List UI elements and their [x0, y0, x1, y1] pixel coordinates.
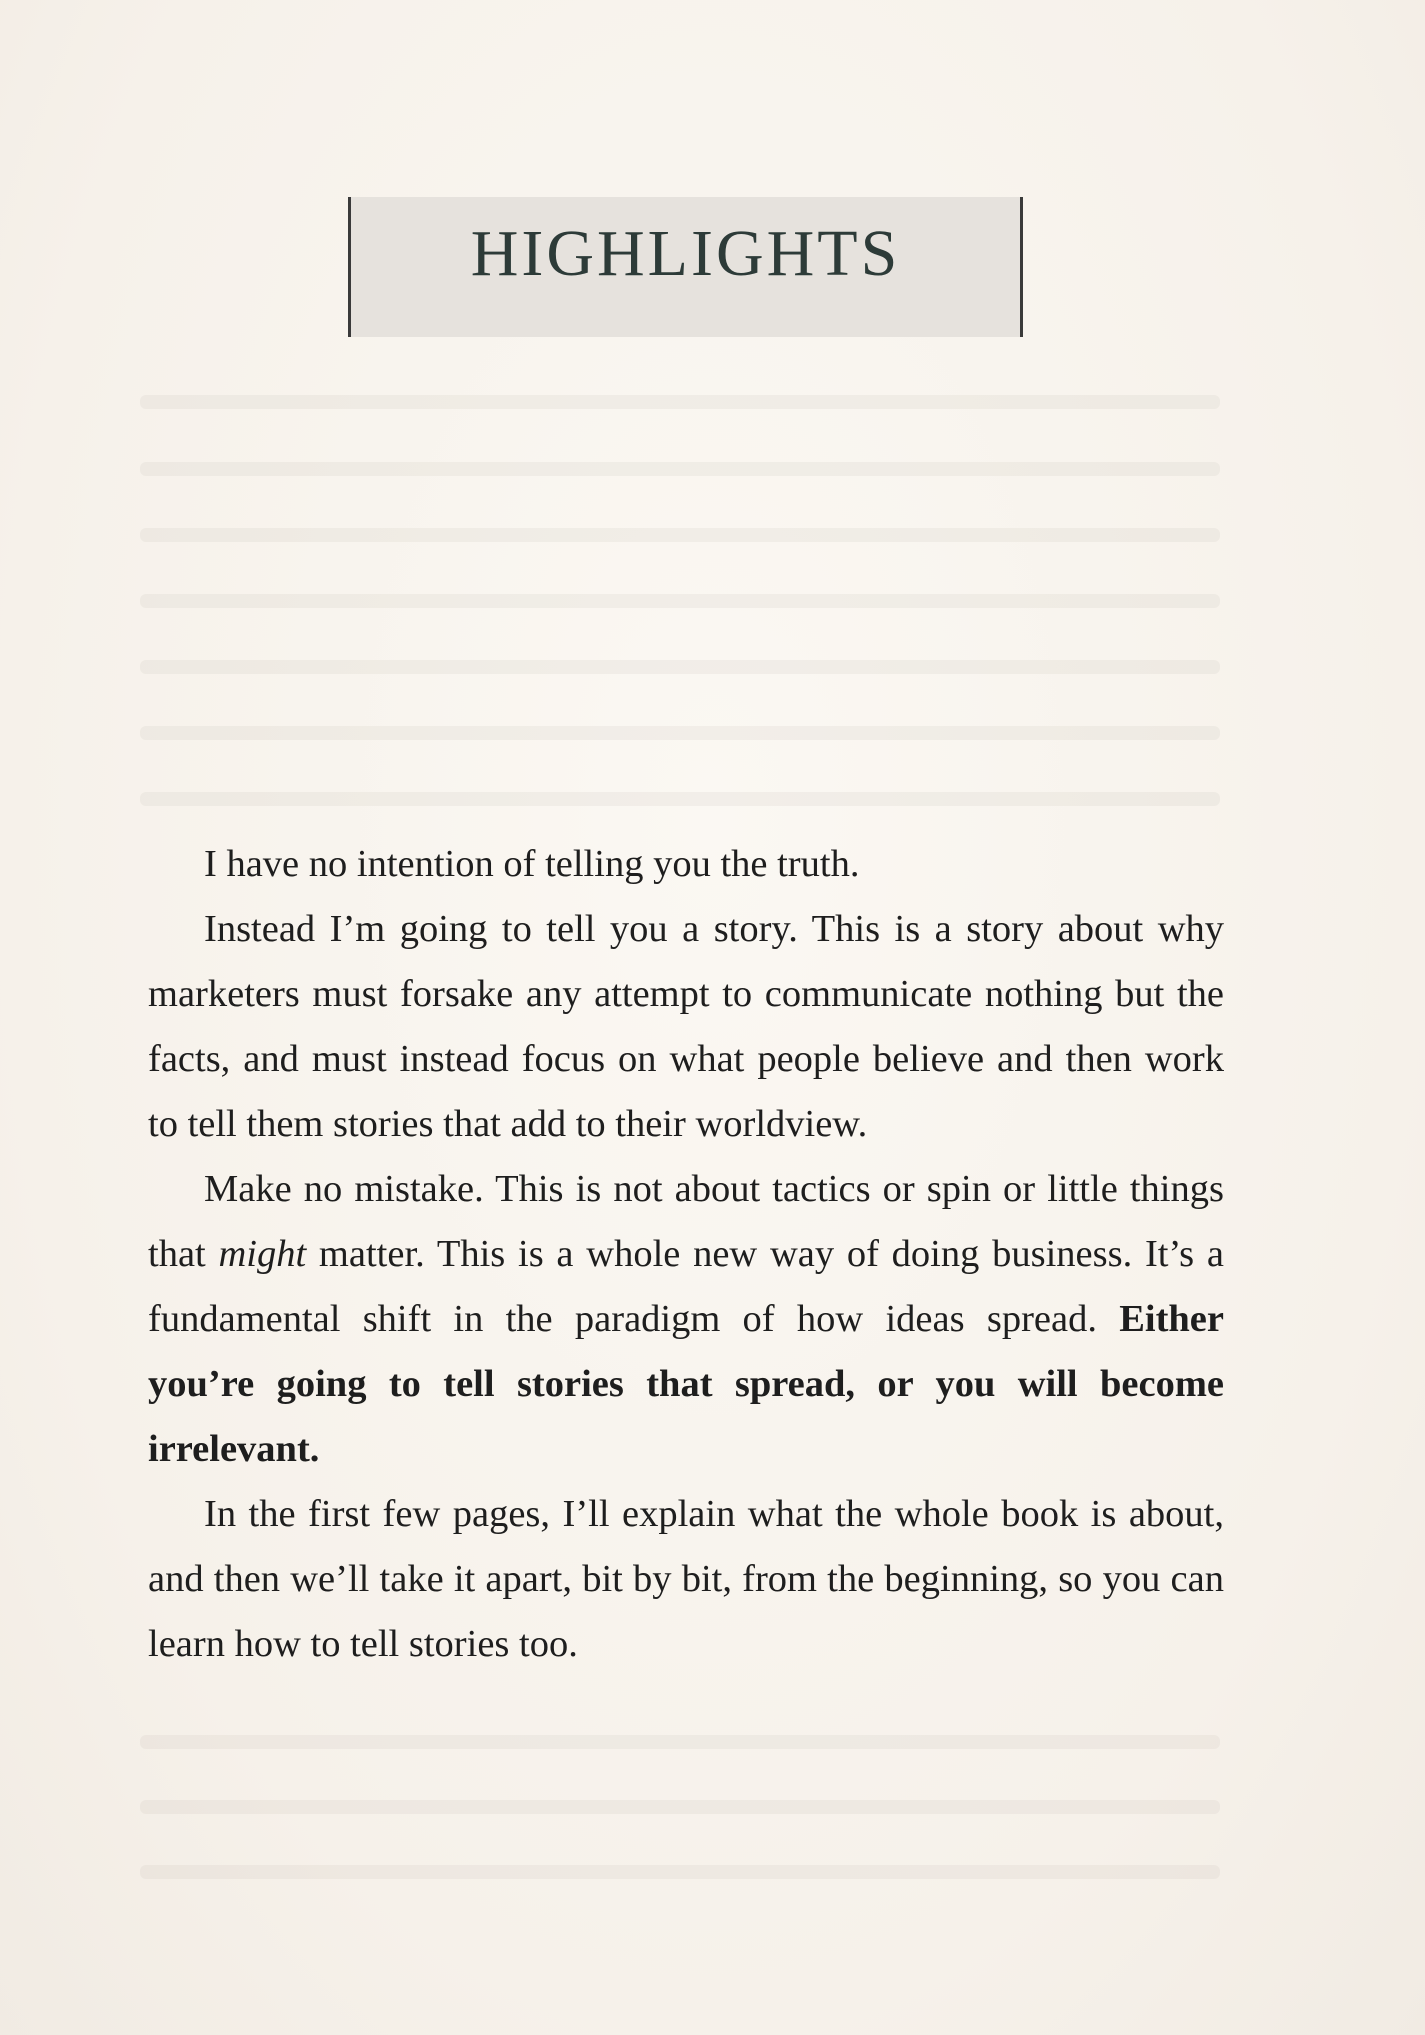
bleed-through-line — [140, 395, 1220, 409]
paragraph: Instead I’m going to tell you a story. This is a story about why marketers must forsake any attempt to communicate nothing but the facts, and must instead focus on what people believe and then work to tell them stories that add to their worldview. — [148, 908, 1224, 1145]
bleed-through-line — [140, 1735, 1220, 1749]
paragraph: I have no intention of telling you the truth. — [204, 843, 860, 885]
bleed-through-line — [140, 594, 1220, 608]
bold-text: Either you’re going to tell stories that spread, or you will become irrelevant. — [148, 1298, 1224, 1470]
paragraph-text: Make no mistake. This is not about tactics or spin or little things that — [148, 1168, 1224, 1275]
paragraph: In the first few pages, I’ll explain what the whole book is about, and then we’ll take it apart, bit by bit, from the beginning, so you can learn how to tell stories too. — [148, 1493, 1224, 1665]
chapter-heading-box — [348, 197, 1023, 337]
paragraph-text: matter. This is a whole new way of doing business. It’s a fundamental shift in the paradigm of how ideas spread. — [148, 1233, 1225, 1340]
paragraph — [148, 1157, 1224, 1482]
bleed-through-line — [140, 660, 1220, 674]
bleed-through-line — [140, 1800, 1220, 1814]
bleed-through-line — [140, 1865, 1220, 1879]
chapter-title: HIGHLIGHTS — [470, 217, 901, 290]
bleed-through-line — [140, 792, 1220, 806]
emphasis-text: might — [218, 1233, 307, 1275]
bleed-through-line — [140, 726, 1220, 740]
bleed-through-line — [140, 462, 1220, 476]
body-text — [148, 832, 1224, 1677]
bleed-through-line — [140, 528, 1220, 542]
